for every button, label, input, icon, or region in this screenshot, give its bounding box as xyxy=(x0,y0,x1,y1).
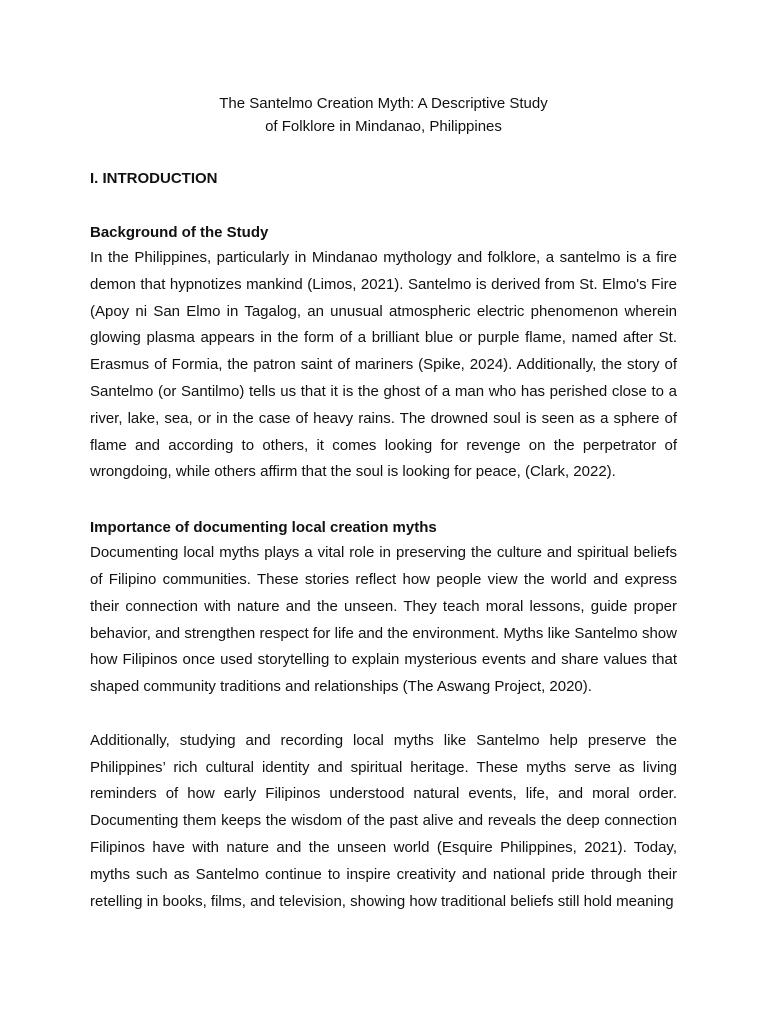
document-title xyxy=(90,92,677,138)
title-line-2: of Folklore in Mindanao, Philippines xyxy=(265,118,502,135)
paragraph-importance-1: Documenting local myths plays a vital role in preserving the culture and spiritual beliefs of Filipino communities. These stories reflect how people view the world and express their connection with nature and the unseen. They teach moral lessons, guide proper behavior, and strengthen respect for life and the environment. Myths like Santelmo show how Filipinos once used storytelling to explain mysterious events and share values that shaped community traditions and relationships (The Aswang Project, 2020). xyxy=(90,544,677,696)
title-line-1: The Santelmo Creation Myth: A Descriptive Study xyxy=(219,95,548,112)
subheading-background: Background of the Study xyxy=(90,224,269,241)
paragraph-background: In the Philippines, particularly in Mindanao mythology and folklore, a santelmo is a fire demon that hypnotizes mankind (Limos, 2021). Santelmo is derived from St. Elmo's Fire (Apoy ni San Elmo in Tagalog, an unusual atmospheric electric phenomenon wherein glowing plasma appears in the form of a brilliant blue or purple flame, named after St. Erasmus of Formia, the patron saint of mariners (Spike, 2024). Additionally, the story of Santelmo (or Santilmo) tells us that it is the ghost of a man who has perished close to a river, lake, sea, or in the case of heavy rains. The drowned soul is seen as a sphere of flame and according to others, it comes looking for revenge on the perpetrator of wrongdoing, while others affirm that the soul is looking for peace, (Clark, 2022). xyxy=(90,249,677,481)
section-heading-introduction: I. INTRODUCTION xyxy=(90,170,218,187)
paragraph-importance-2: Additionally, studying and recording local myths like Santelmo help preserve the Philippines’ rich cultural identity and spiritual heritage. These myths serve as living reminders of how early Filipinos understood natural events, life, and moral order. Documenting them keeps the wisdom of the past alive and reveals the deep connection Filipinos have with nature and the unseen world (Esquire Philippines, 2021). Today, myths such as Santelmo continue to inspire creativity and national pride through their retelling in books, films, and television, showing how traditional beliefs still hold meaning xyxy=(90,731,677,910)
subheading-importance: Importance of documenting local creation myths xyxy=(90,519,437,537)
document-body xyxy=(90,92,677,915)
